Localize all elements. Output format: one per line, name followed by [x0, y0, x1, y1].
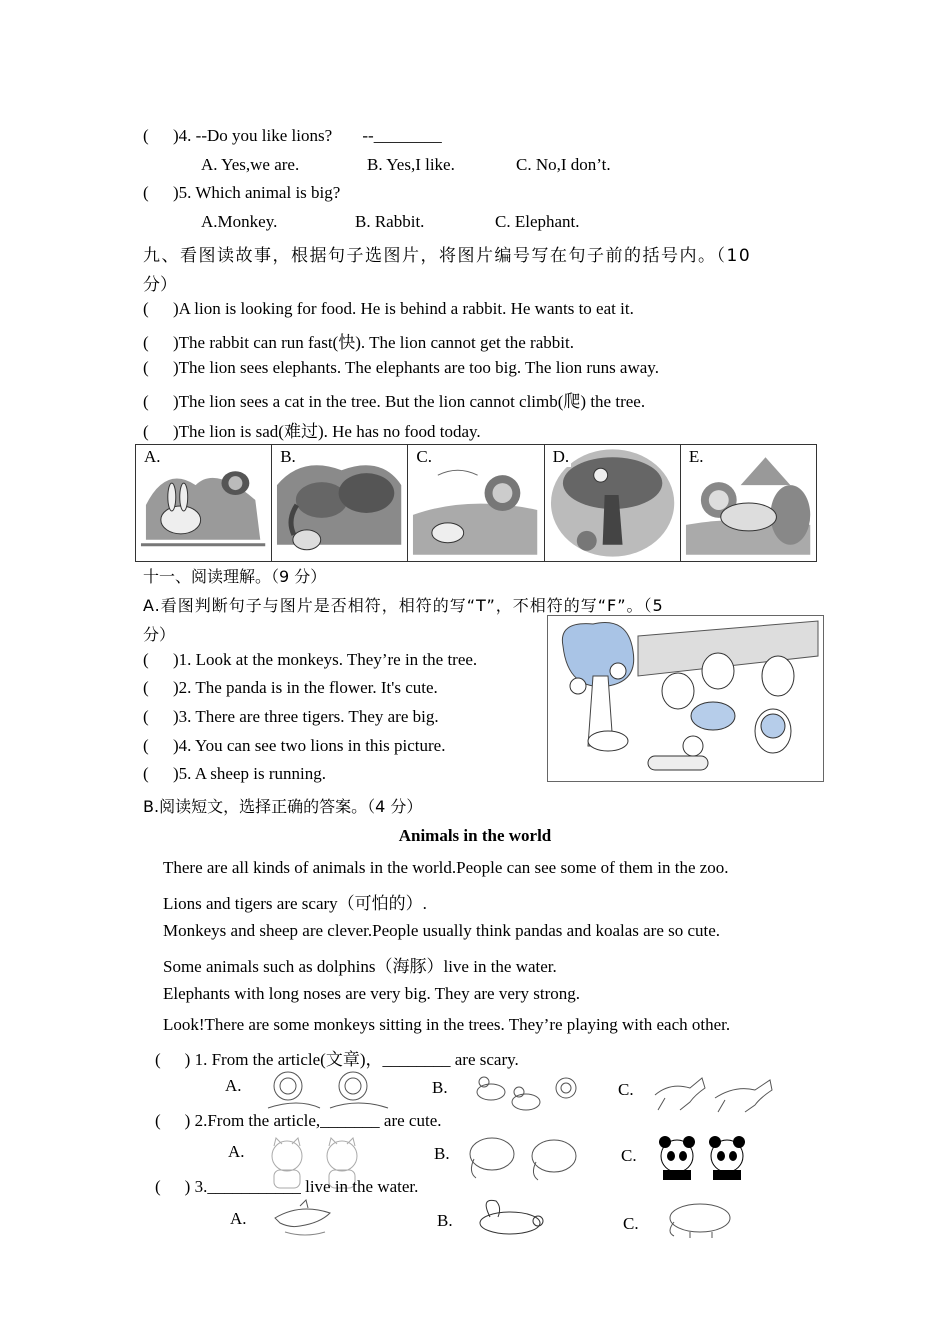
partB-heading: B.阅读短文，选择正确的答案。（4 分） [143, 797, 423, 816]
story-sentence: ( )The lion sees a cat in the tree. But the lion cannot climb(爬) the tree. [143, 392, 646, 411]
option-a[interactable]: A. [230, 1209, 247, 1228]
answer-blank[interactable]: --________ [362, 126, 442, 145]
story-picture-table [135, 444, 817, 562]
partA-heading: A.看图判断句子与图片是否相符，相符的写“T”，不相符的写“F”。（5 [143, 596, 664, 615]
judge-item: ( )4. You can see two lions in this picture. [143, 736, 446, 755]
story-sentence: ( )A lion is looking for food. He is behind a rabbit. He wants to eat it. [143, 299, 634, 318]
horses-icon [650, 1070, 780, 1116]
reading-question-1: ( ) 1. From the article(文章)，________ are scary. [155, 1050, 519, 1069]
question-text: --Do you like lions? [195, 126, 333, 145]
option-a[interactable]: A. Yes,we are. [201, 155, 300, 174]
option-c[interactable]: C. [618, 1080, 634, 1099]
lions-icon [258, 1068, 398, 1112]
option-b[interactable]: B. Rabbit. [355, 212, 425, 231]
option-b[interactable]: B. [437, 1211, 453, 1230]
reading-question-3: ( ) 3.___________ live in the water. [155, 1177, 419, 1196]
option-c[interactable]: C. Elephant. [495, 212, 580, 231]
passage-line: Look!There are some monkeys sitting in the trees. They’re playing with each other. [163, 1015, 731, 1034]
dolphin-icon [270, 1198, 340, 1240]
question-text: Which animal is big? [195, 183, 341, 202]
option-a[interactable]: A.Monkey. [201, 212, 278, 231]
picture-cell-c: C. [408, 445, 544, 561]
judge-item: ( )2. The panda is in the flower. It's cute. [143, 678, 438, 697]
section11-heading: 十一、阅读理解。（9 分） [143, 567, 327, 586]
picture-cell-a: A. [136, 445, 272, 561]
picture-cell-d: D. [545, 445, 681, 561]
q5-line: ( )5. Which animal is big? [143, 183, 341, 202]
option-a[interactable]: A. [228, 1142, 245, 1161]
answer-paren[interactable]: ( [143, 183, 149, 202]
picture-cell-b: B. [272, 445, 408, 561]
zoo-scene-illustration [548, 616, 823, 781]
passage-line: Monkeys and sheep are clever.People usually think pandas and koalas are so cute. [163, 921, 721, 940]
rabbit-icon [468, 1195, 553, 1237]
elephants-icon [464, 1134, 589, 1182]
option-a[interactable]: A. [225, 1076, 242, 1095]
elephant-icon [660, 1200, 740, 1240]
option-c[interactable]: C. No,I don’t. [516, 155, 611, 174]
partA-heading-cont: 分） [143, 625, 176, 644]
judge-item: ( )5. A sheep is running. [143, 764, 326, 783]
pandas-icon [655, 1134, 755, 1182]
passage-line: Elephants with long noses are very big. They are very strong. [163, 984, 581, 1003]
story-sentence: ( )The rabbit can run fast(快). The lion cannot get the rabbit. [143, 333, 574, 352]
section9-heading-cont: 分） [143, 275, 177, 295]
option-b[interactable]: B. [432, 1078, 448, 1097]
option-b[interactable]: B. Yes,I like. [367, 155, 455, 174]
passage-line: Lions and tigers are scary（可怕的）. [163, 894, 427, 913]
judge-item: ( )1. Look at the monkeys. They’re in the tree. [143, 650, 478, 669]
passage-title: Animals in the world [398, 826, 552, 845]
answer-paren[interactable]: ( [143, 126, 149, 145]
q4-line: ( )4. --Do you like lions? --________ [143, 126, 442, 145]
option-c[interactable]: C. [623, 1214, 639, 1233]
option-b[interactable]: B. [434, 1144, 450, 1163]
passage-line: Some animals such as dolphins（海豚）live in the water. [163, 957, 557, 976]
reading-question-2: ( ) 2.From the article,_______ are cute. [155, 1111, 442, 1130]
option-c[interactable]: C. [621, 1146, 637, 1165]
story-sentence: ( )The lion is sad(难过). He has no food today. [143, 422, 481, 441]
passage-line: There are all kinds of animals in the world.People can see some of them in the zoo. [163, 858, 729, 877]
judge-item: ( )3. There are three tigers. They are big. [143, 707, 439, 726]
section9-heading: 九、看图读故事，根据句子选图片，将图片编号写在句子前的括号内。（10 [143, 246, 752, 266]
mice-icon [466, 1072, 596, 1114]
picture-cell-e: E. [681, 445, 816, 561]
zoo-scene-picture [547, 615, 824, 782]
story-sentence: ( )The lion sees elephants. The elephants are too big. The lion runs away. [143, 358, 659, 377]
